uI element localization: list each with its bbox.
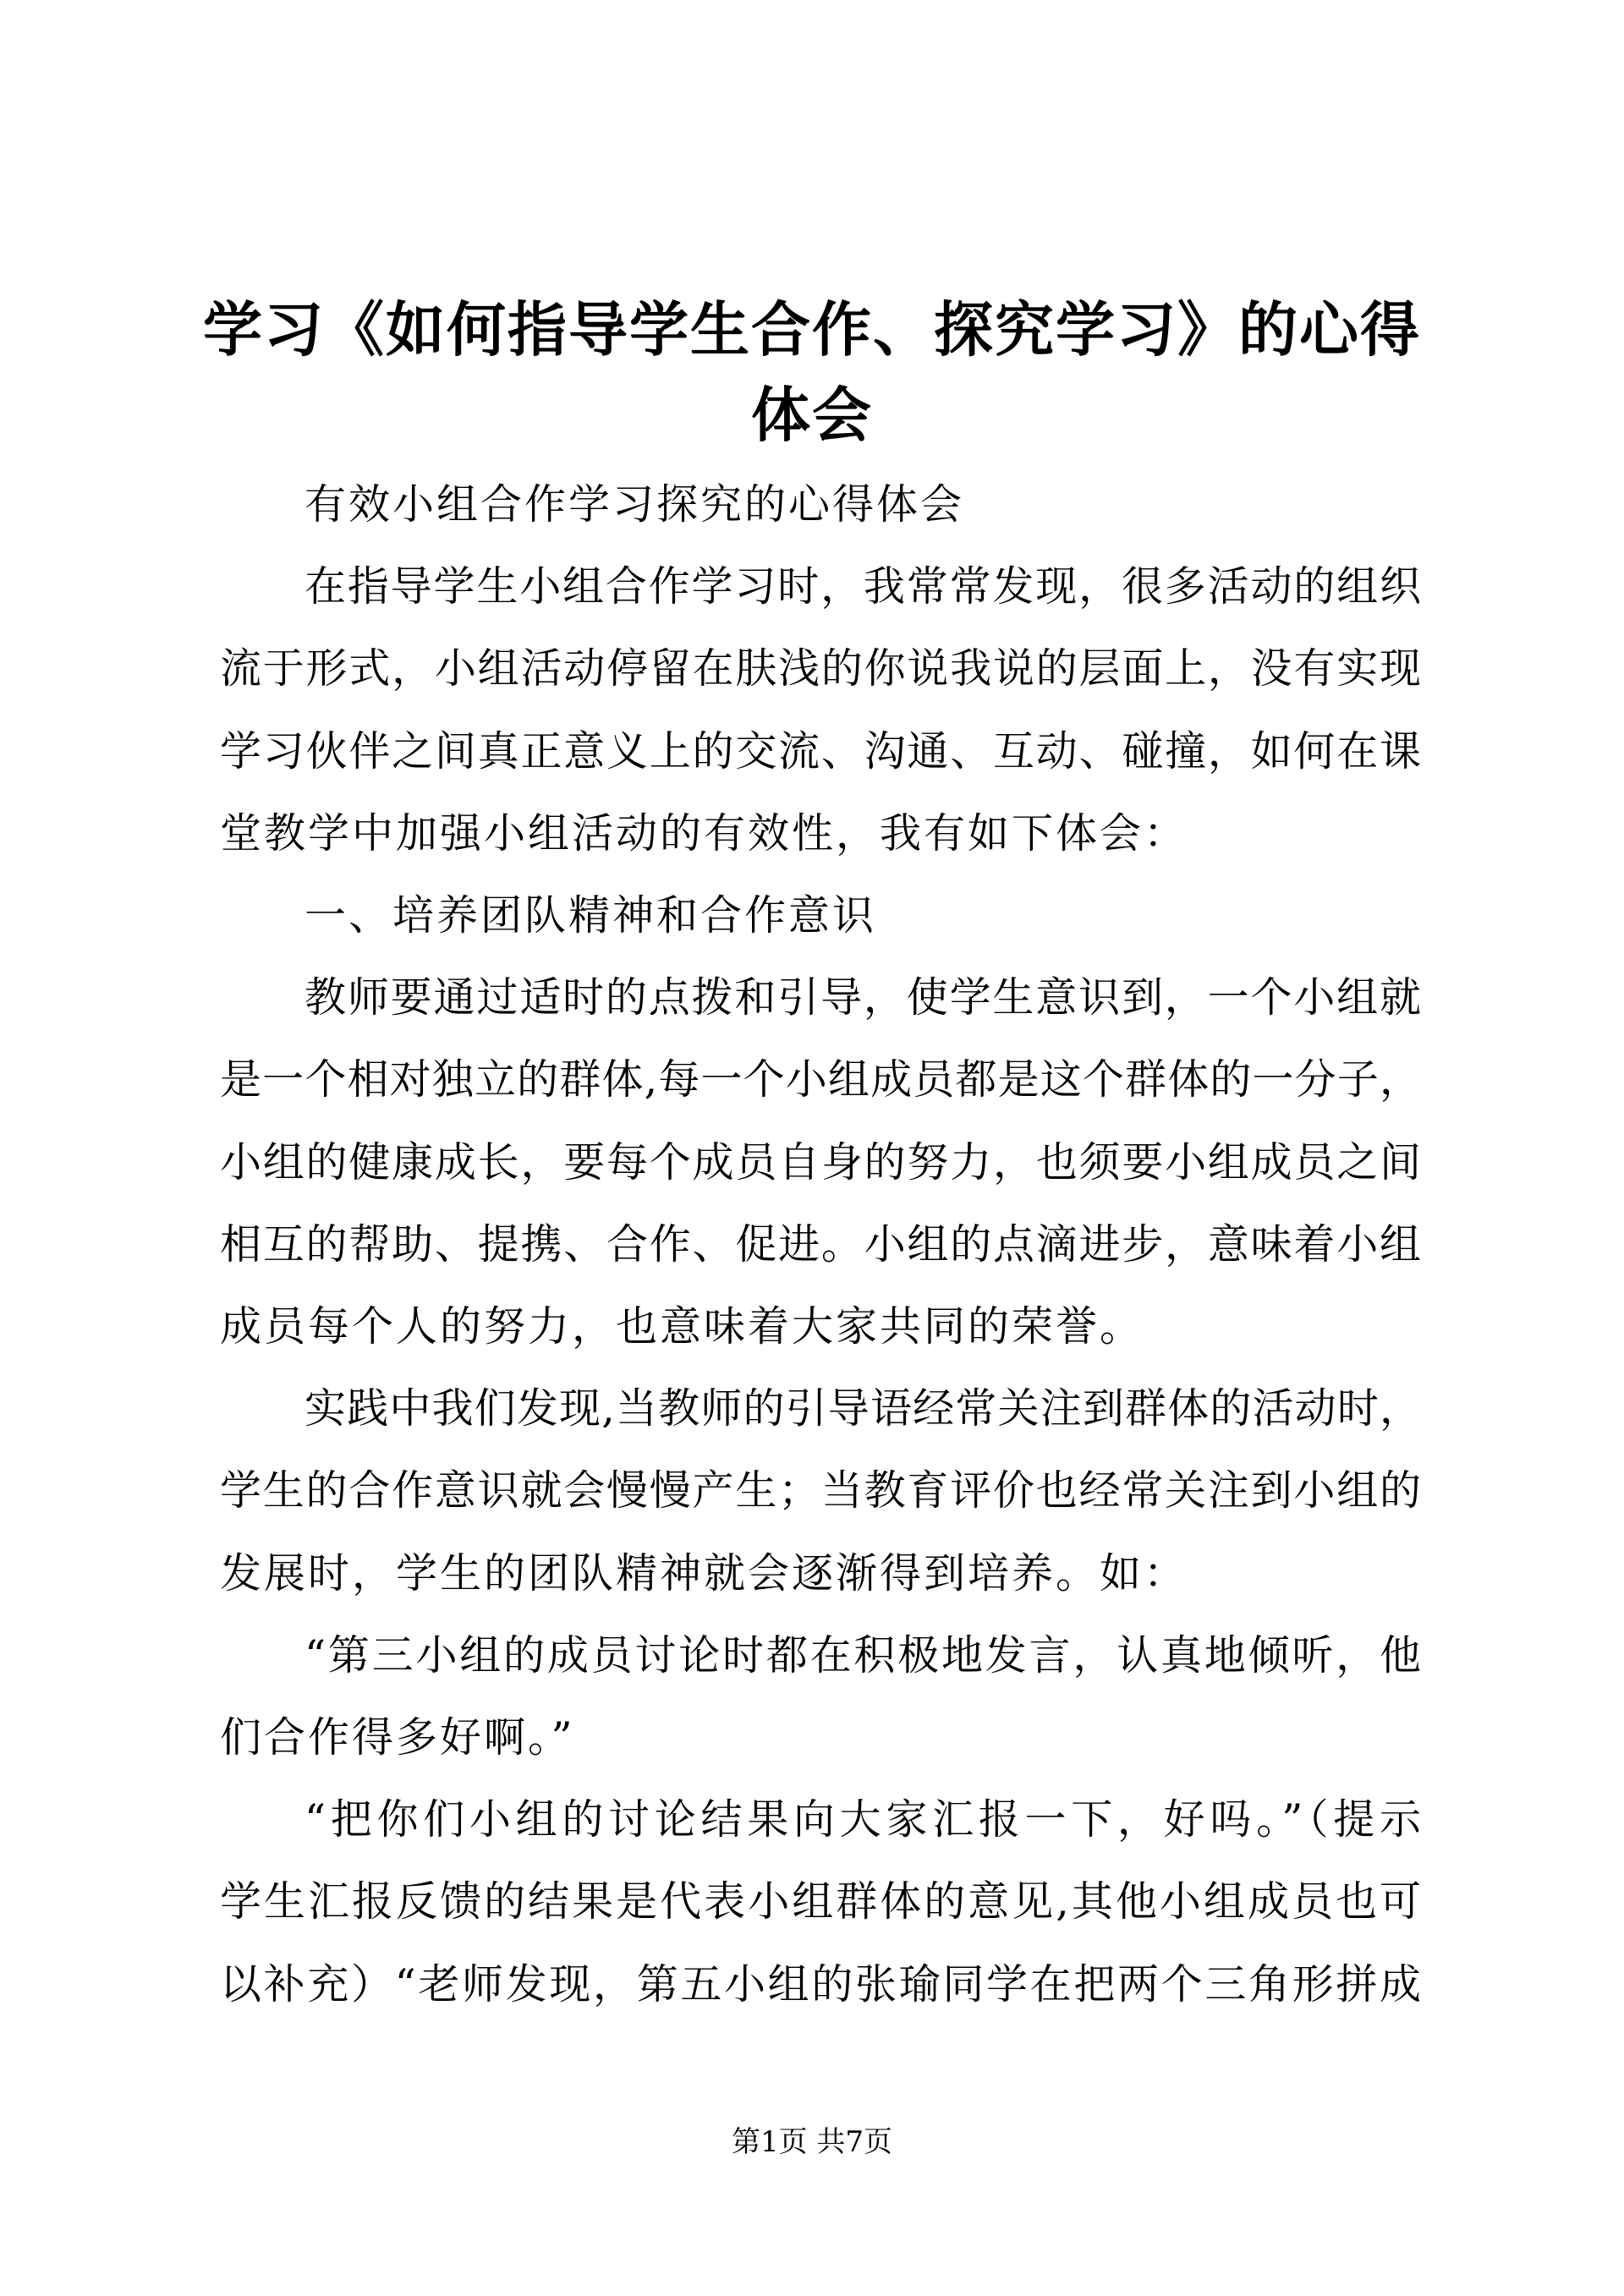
- paragraph-line: 一、培养团队精神和合作意识: [304, 891, 877, 940]
- document-title-line-1: 学习《如何指导学生合作、探究学习》的心得: [203, 294, 1421, 364]
- paragraph-line: 成员每个人的努力，也意味着大家共同的荣誉。: [220, 1302, 1144, 1351]
- paragraph-line: 们合作得多好啊。”: [220, 1713, 575, 1762]
- page-number-footer: 第1页 共7页: [731, 2125, 893, 2159]
- paragraph-line: 有效小组合作学习探究的心得体会: [304, 480, 965, 529]
- paragraph-line: 流于形式，小组活动停留在肤浅的你说我说的层面上，没有实现: [220, 644, 1421, 693]
- paragraph-line: 是一个相对独立的群体,每一个小组成员都是这个群体的一分子，: [220, 1055, 1421, 1104]
- paragraph-line: 发展时，学生的团队精神就会逐渐得到培养。如：: [220, 1548, 1188, 1597]
- paragraph-line: 以补充）“老师发现，第五小组的张瑜同学在把两个三角形拼成: [220, 1959, 1421, 2008]
- paragraph-line: 实践中我们发现,当教师的引导语经常关注到群体的活动时，: [304, 1384, 1421, 1433]
- paragraph-line: 学生汇报反馈的结果是代表小组群体的意见,其他小组成员也可: [220, 1877, 1421, 1926]
- paragraph-line: 学生的合作意识就会慢慢产生；当教育评价也经常关注到小组的: [220, 1466, 1421, 1515]
- paragraph-line: 相互的帮助、提携、合作、促进。小组的点滴进步，意味着小组: [220, 1219, 1421, 1269]
- paragraph-line: 教师要通过适时的点拨和引导，使学生意识到，一个小组就: [304, 973, 1421, 1022]
- paragraph-line: 堂教学中加强小组活动的有效性，我有如下体会：: [220, 808, 1188, 858]
- paragraph-line: 在指导学生小组合作学习时，我常常发现，很多活动的组织: [304, 562, 1421, 611]
- document-title-line-2: 体会: [751, 380, 873, 450]
- paragraph-line: “第三小组的成员讨论时都在积极地发言，认真地倾听，他: [304, 1630, 1421, 1680]
- paragraph-line: 学习伙伴之间真正意义上的交流、沟通、互动、碰撞，如何在课: [220, 726, 1421, 775]
- paragraph-line: “把你们小组的讨论结果向大家汇报一下，好吗。”（提示: [304, 1795, 1421, 1844]
- paragraph-line: 小组的健康成长，要每个成员自身的努力，也须要小组成员之间: [220, 1137, 1421, 1186]
